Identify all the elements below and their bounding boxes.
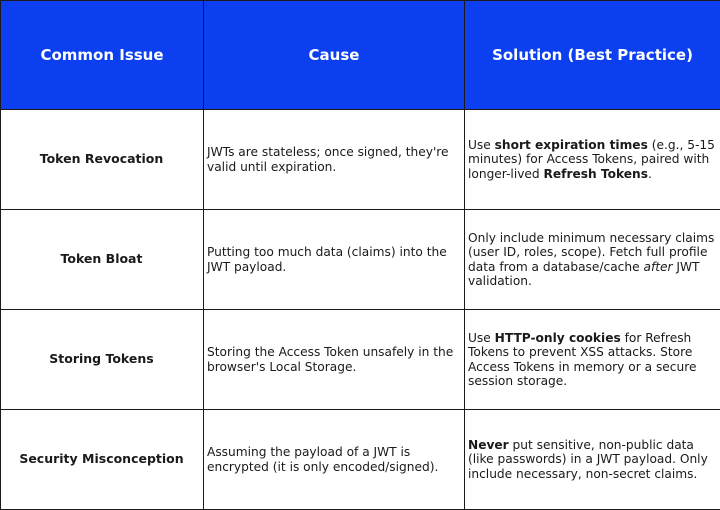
solution-text: Use (468, 138, 495, 152)
solution-emphasis: HTTP-only cookies (495, 331, 621, 345)
solution-text: JWT validation. (468, 260, 700, 289)
solution-text: (e.g., 5-15 minutes) for Access Tokens, paired with longer-lived (468, 138, 715, 181)
header-cause: Cause (204, 1, 465, 110)
solution-text: Use (468, 331, 495, 345)
header-solution: Solution (Best Practice) (465, 1, 720, 110)
header-common-issue: Common Issue (1, 1, 204, 110)
issue-cell: Token Bloat (1, 210, 204, 310)
cause-cell: Assuming the payload of a JWT is encrypted (it is only encoded/signed). (204, 410, 465, 510)
cause-cell: JWTs are stateless; once signed, they're valid until expiration. (204, 110, 465, 210)
issue-cell: Security Misconception (1, 410, 204, 510)
table-row (1, 210, 720, 310)
solution-text: for Refresh Tokens to prevent XSS attacks. Store Access Tokens in memory or a secure session storage. (468, 331, 696, 389)
table-row (1, 310, 720, 410)
solution-cell (465, 210, 720, 310)
solution-emphasis-italic: after (643, 260, 672, 274)
solution-text: put sensitive, non-public data (like passwords) in a JWT payload. Only include necessary, non-secret claims. (468, 438, 708, 481)
solution-cell (465, 110, 720, 210)
solution-emphasis: Refresh Tokens (544, 167, 648, 181)
issue-cell: Storing Tokens (1, 310, 204, 410)
cause-cell: Putting too much data (claims) into the JWT payload. (204, 210, 465, 310)
table-row (1, 110, 720, 210)
solution-emphasis: short expiration times (495, 138, 648, 152)
solution-cell (465, 410, 720, 510)
header-row (1, 1, 720, 110)
solution-emphasis: Never (468, 438, 509, 452)
solution-text: . (648, 167, 652, 181)
cause-cell: Storing the Access Token unsafely in the browser's Local Storage. (204, 310, 465, 410)
solution-text: Only include minimum necessary claims (user ID, roles, scope). Fetch full profile data from a database/cache (468, 231, 714, 274)
solution-cell (465, 310, 720, 410)
issue-cell: Token Revocation (1, 110, 204, 210)
table-row (1, 410, 720, 510)
